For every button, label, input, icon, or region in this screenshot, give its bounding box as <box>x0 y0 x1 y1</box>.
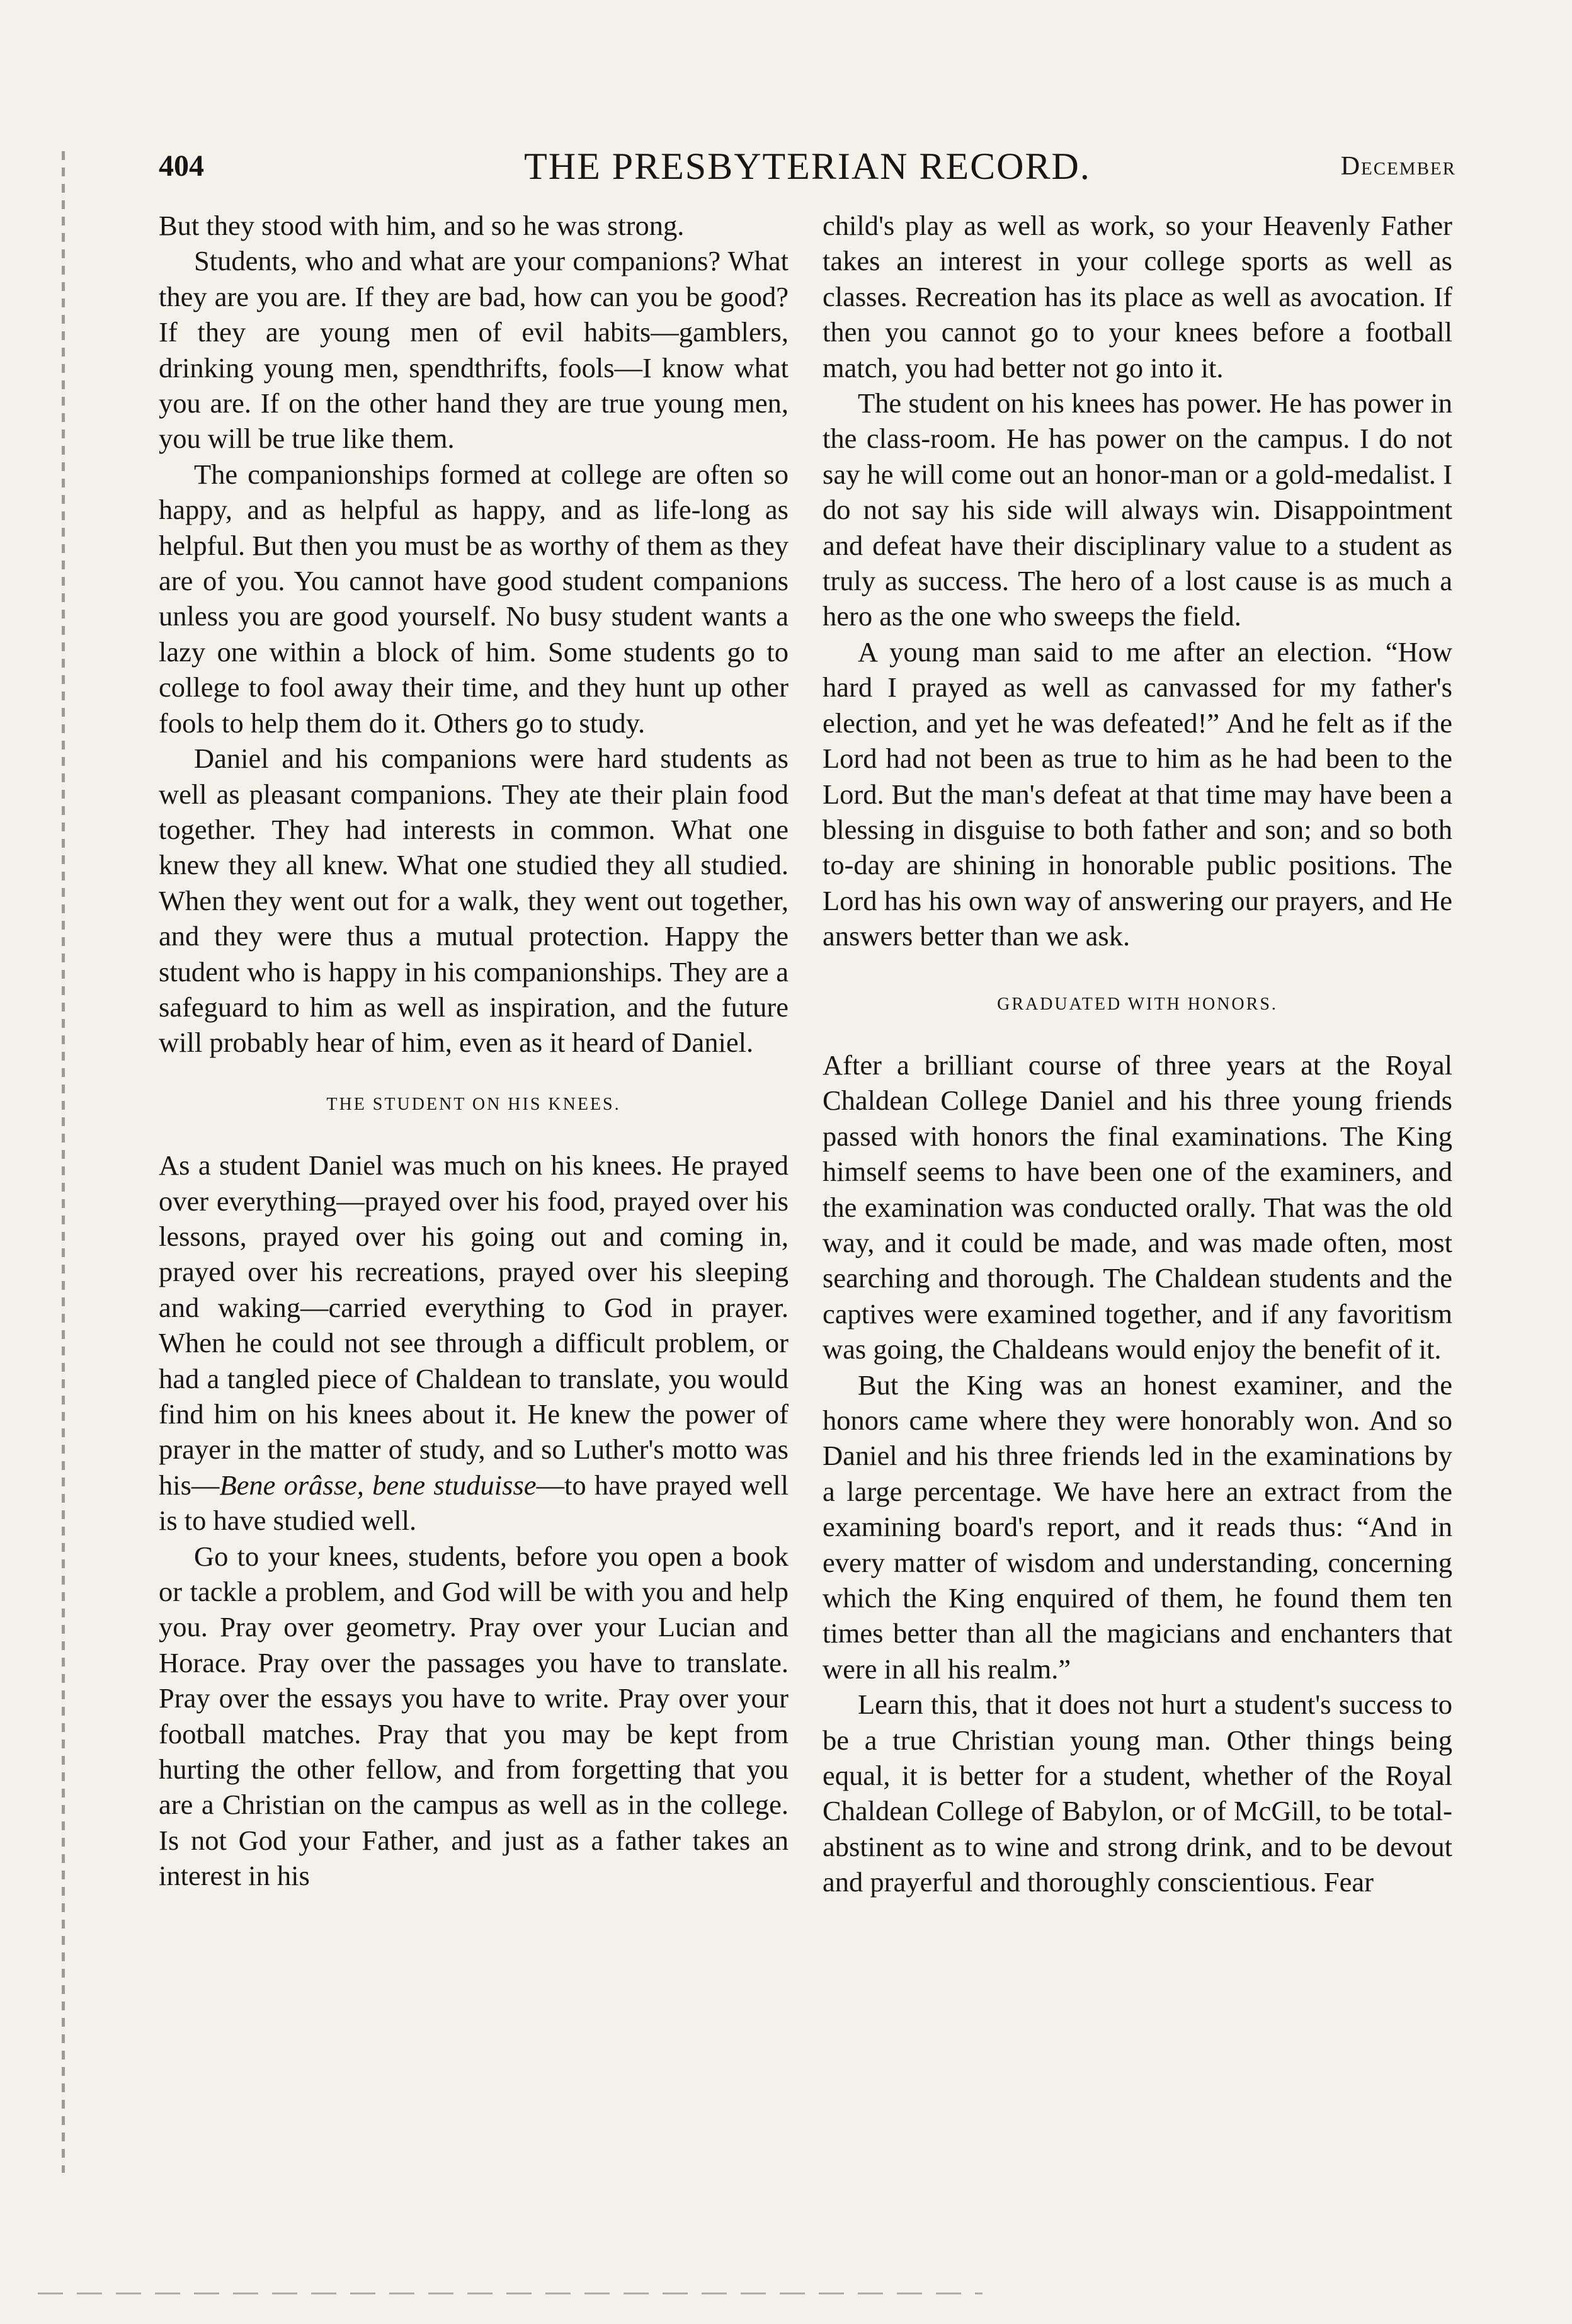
paragraph: But the King was an honest examiner, and the honors came where they were honorably won. And so Daniel and his three friends led in the examinations by a large percentage. We have here an extract from the examining board's report, and it reads thus: “And in every matter of wisdom and understanding, concerning which the King enquired of them, he found them ten times better than all the magicians and enchanters that were in all his realm.” <box>823 1369 1452 1685</box>
paragraph: child's play as well as work, so your Heavenly Father takes an interest in your college sports as well as classes. Recreation has its place as well as avocation. If then you cannot go to your knees before a football match, you had better not go into it. <box>823 210 1452 384</box>
paragraph: Daniel and his companions were hard students as well as pleasant companions. They ate their plain food together. They had interests in common. What one knew they all knew. What one studied they all studied. When they went out for a walk, they went out together, and they were thus a mutual protection. Happy the student who is happy in his companionships. They are a safeguard to him as well as inspiration, and the future will probably hear of him, even as it heard of Daniel. <box>159 743 789 1059</box>
binding-edge-marks <box>62 151 65 2173</box>
paragraph: Go to your knees, students, before you open a book or tackle a problem, and God will be with you and help you. Pray over geometry. Pray over your Lucian and Horace. Pray over the passages you have to translate. Pray over the essays you have to write. Pray over your football matches. Pray that you may be kept from hurting the other fellow, and from forgetting that you are a Christian on the campus as well as in the college. Is not God your Father, and just as a father takes an interest in his <box>159 1540 789 1892</box>
paragraph: Students, who and what are your companions? What they are you are. If they are bad, how can you be good? If they are young men of evil habits—gamblers, drinking young men, spendthrifts, fools—I know what you are. If on the other hand they are true young men, you will be true like them. <box>159 245 789 455</box>
right-column <box>823 208 1452 1900</box>
page-header <box>159 145 1456 199</box>
section-heading-student-on-knees: THE STUDENT ON HIS KNEES. <box>326 1094 621 1114</box>
paragraph: Learn this, that it does not hurt a student's success to be a true Christian young man. Other things being equal, it is better for a student, whether of the Royal Chaldean College of Babylon, or of McGill, to be total-abstinent as to wine and strong drink, and to be devout and prayerful and thoroughly conscientious. Fear <box>823 1689 1452 1898</box>
paragraph: The student on his knees has power. He has power in the class-room. He has power on the campus. I do not say he will come out an honor-man or a gold-medalist. I do not say his side will always win. Disappointment and defeat have their disciplinary value to a student as truly as success. The hero of a lost cause is as much a hero as the one who sweeps the field. <box>823 387 1452 632</box>
paragraph: The companionships formed at college are often so happy, and as helpful as happy, and as life-long as helpful. But then you must be as worthy of them as they are of you. You cannot have good student companions unless you are good yourself. No busy student wants a lazy one within a block of him. Some students go to college to fool away their time, and they hunt up other fools to help them do it. Others go to study. <box>159 458 789 739</box>
bottom-edge-marks <box>38 2293 982 2294</box>
paragraph: After a brilliant course of three years at the Royal Chaldean College Daniel and his three young friends passed with honors the final examinations. The King himself seems to have been one of the examiners, and the examination was conducted orally. That was the old way, and it could be made, and was made often, most searching and thorough. The Chaldean students and the captives were examined together, and if any favoritism was going, the Chaldeans would enjoy the benefit of it. <box>823 1049 1452 1365</box>
paragraph: A young man said to me after an election. “How hard I prayed as well as canvassed for my father's election, and yet he was defeated!” And he felt as if the Lord had not been as true to him as he had been to the Lord. But the man's defeat at that time may have been a blessing in disguise to both father and son; and so both to-day are shining in honorable public positions. The Lord has his own way of answering our prayers, and He answers better than we ask. <box>823 635 1452 952</box>
paragraph-text: As a student Daniel was much on his knees. He prayed over everything—prayed over his food, prayed over his lessons, prayed over his going out and coming in, prayed over his recreations, prayed over his sleeping and waking—carried everything to God in prayer. When he could not see through a difficult problem, or had a tangled piece of Chaldean to translate, you would find him on his knees about it. He knew the power of prayer in the matter of study, and so Luther's motto was his— <box>159 1149 789 1501</box>
left-column <box>159 208 789 1894</box>
journal-title: THE PRESBYTERIAN RECORD. <box>524 145 1091 187</box>
issue-month: December <box>1340 152 1456 181</box>
paragraph: But they stood with him, and so he was strong. <box>159 210 685 241</box>
section-heading-graduated-with-honors: GRADUATED WITH HONORS. <box>997 994 1278 1014</box>
page-number: 404 <box>159 149 204 183</box>
paragraph-text: —to have prayed well is to have studied well. <box>159 1469 789 1537</box>
latin-motto: Bene orâsse, bene studuisse <box>219 1469 537 1501</box>
paragraph <box>159 1148 789 1538</box>
